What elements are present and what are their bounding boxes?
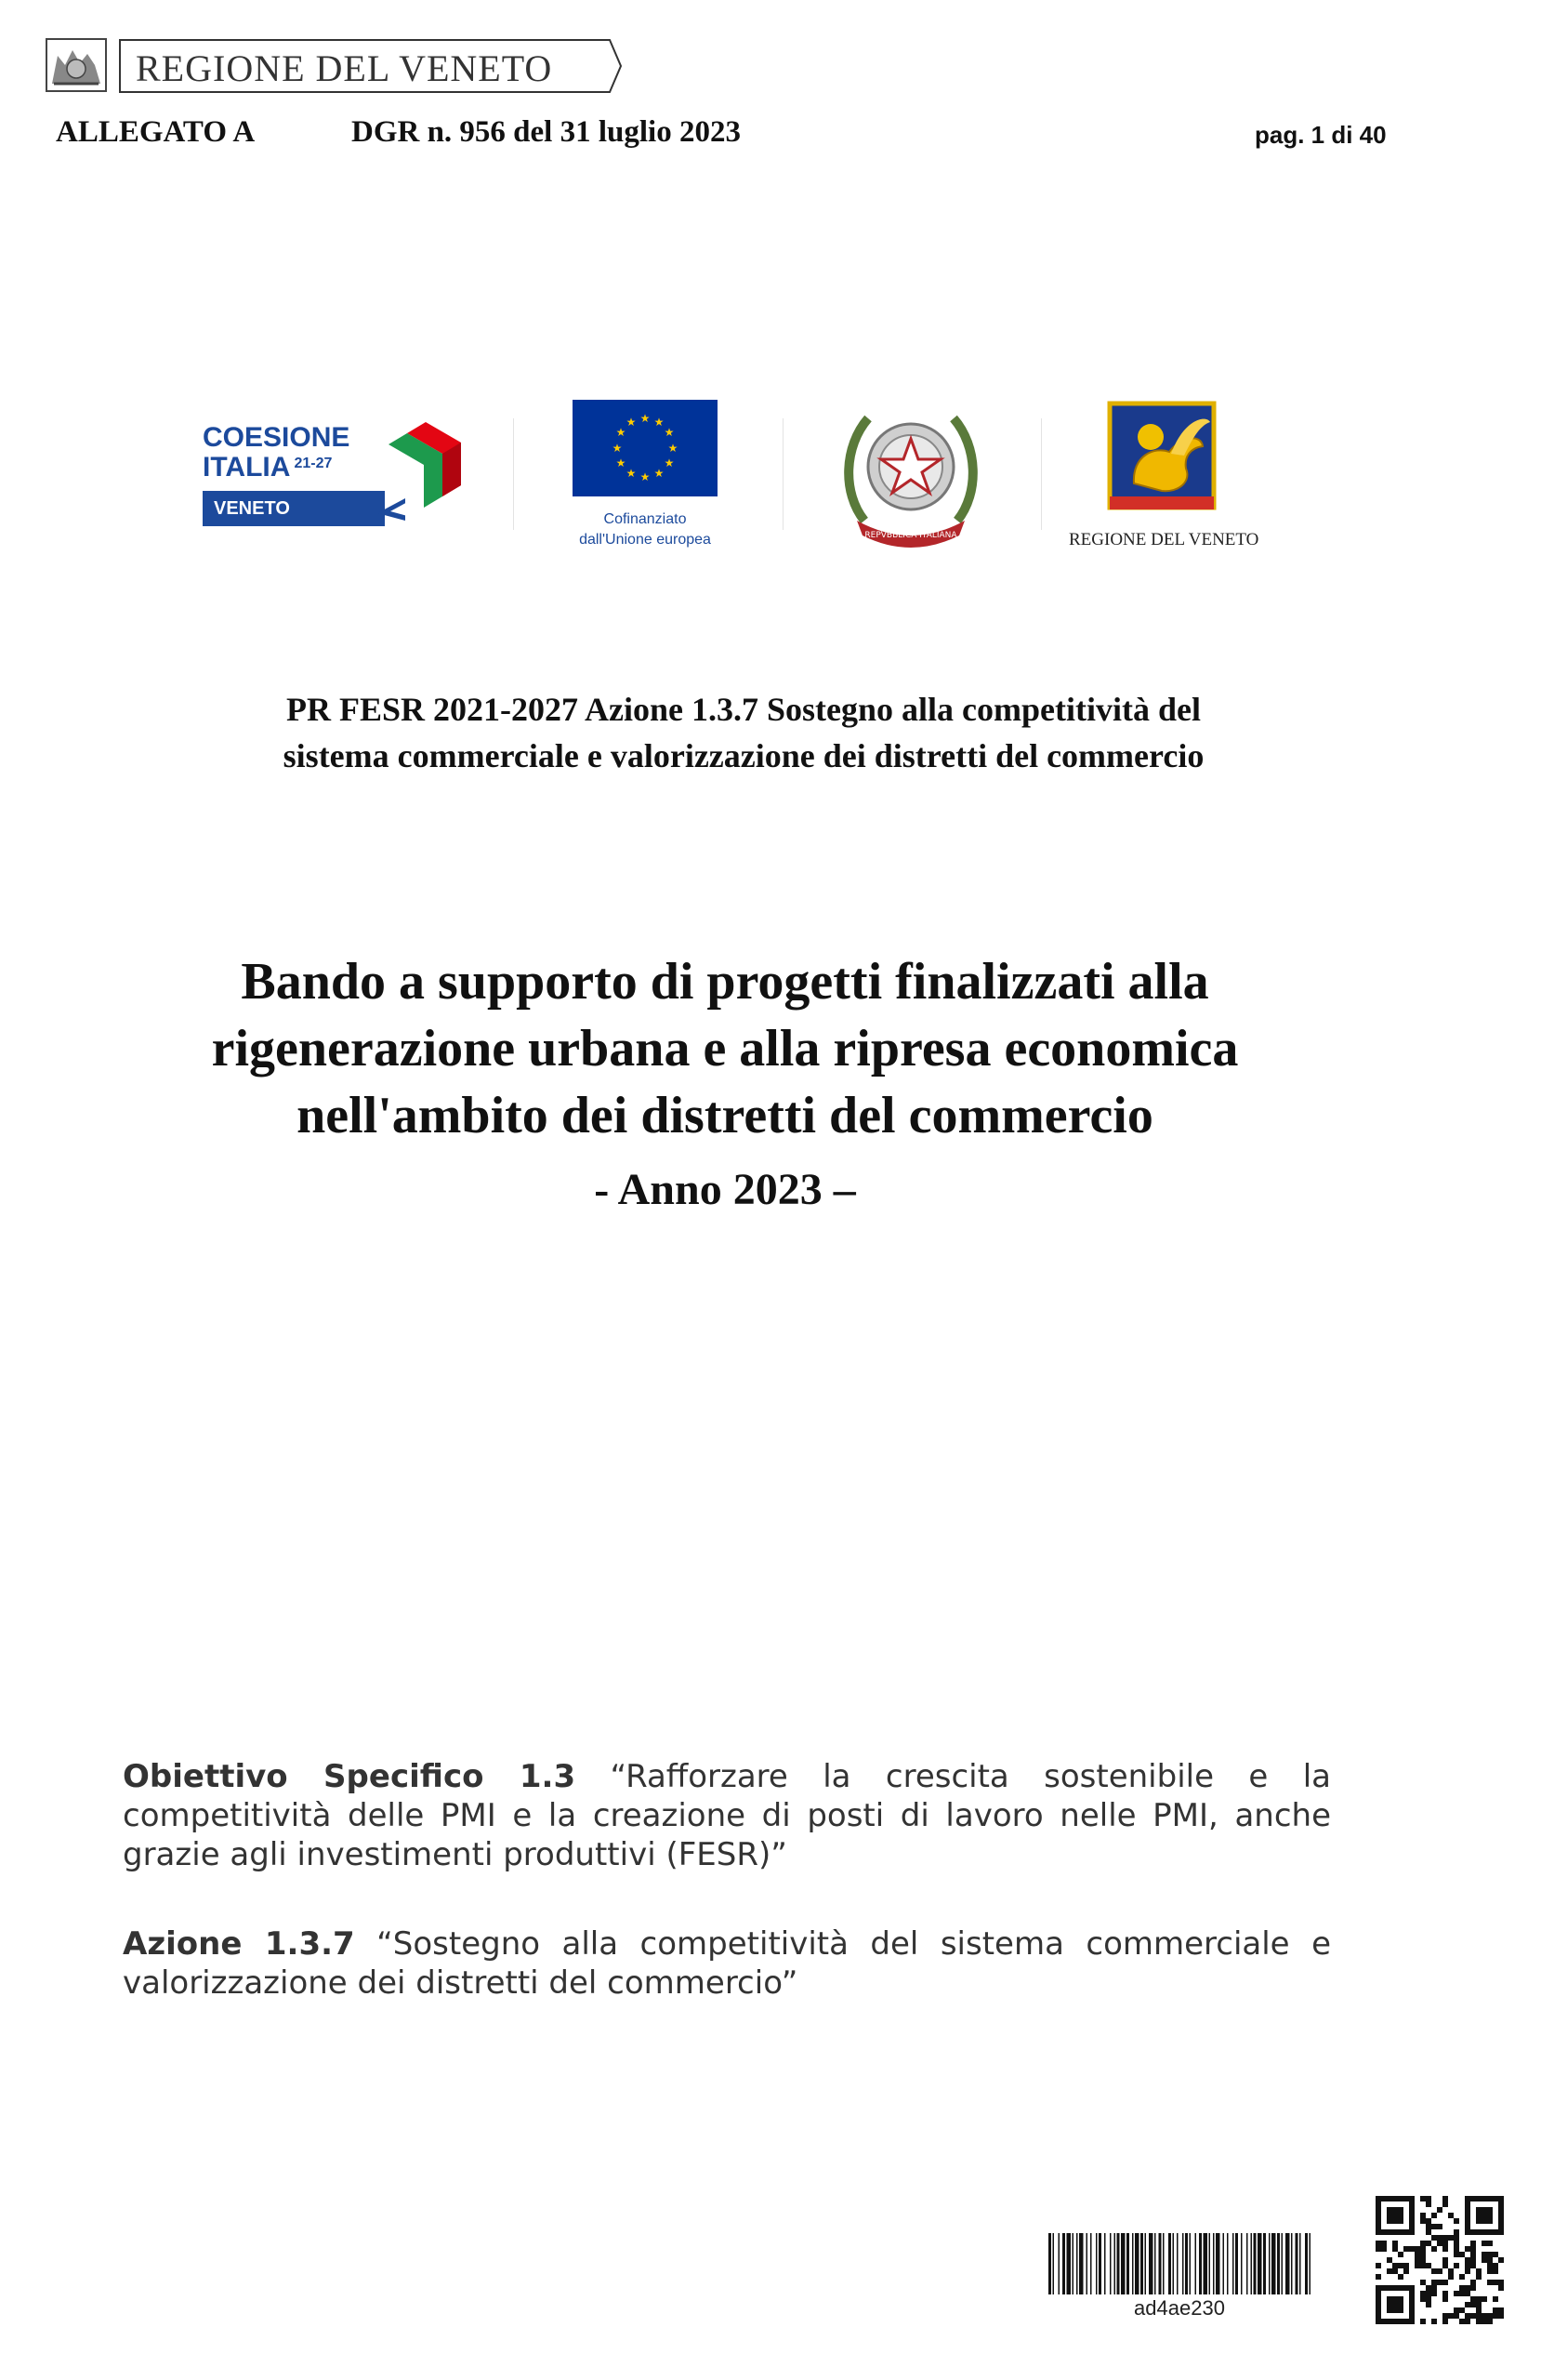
barcode-bar — [1140, 2233, 1143, 2294]
barcode-bar — [1190, 2233, 1192, 2294]
qr-module — [1426, 2224, 1431, 2229]
barcode-bar — [1195, 2233, 1197, 2294]
barcode-bar — [1090, 2233, 1092, 2294]
qr-finder-center — [1387, 2296, 1403, 2313]
barcode-bar — [1059, 2233, 1060, 2294]
qr-module — [1392, 2268, 1398, 2274]
barcode-bar — [1173, 2233, 1175, 2294]
barcode-bar — [1114, 2233, 1116, 2294]
qr-module — [1487, 2280, 1493, 2285]
qr-module — [1392, 2263, 1398, 2268]
barcode-bar — [1145, 2233, 1147, 2294]
regione-veneto-logo — [1069, 400, 1259, 558]
qr-module — [1448, 2268, 1454, 2274]
qr-module — [1431, 2246, 1437, 2252]
qr-module — [1465, 2313, 1470, 2319]
qr-module — [1431, 2268, 1437, 2274]
qr-module — [1465, 2246, 1470, 2252]
qr-module — [1476, 2313, 1482, 2319]
funding-logos — [0, 390, 1541, 576]
qr-module — [1403, 2246, 1409, 2252]
barcode-text: ad4ae230 — [1134, 2296, 1225, 2320]
qr-module — [1459, 2274, 1465, 2280]
qr-module — [1465, 2302, 1470, 2307]
qr-module — [1498, 2313, 1504, 2319]
qr-module — [1398, 2263, 1403, 2268]
qr-module — [1454, 2241, 1459, 2246]
veneto-caption: REGIONE DEL VENETO — [1069, 530, 1259, 549]
barcode-bar — [1291, 2233, 1293, 2294]
qr-module — [1448, 2213, 1454, 2218]
qr-module — [1420, 2252, 1426, 2257]
barcode-bar — [1132, 2233, 1134, 2294]
qr-module — [1420, 2263, 1426, 2268]
qr-module — [1392, 2241, 1398, 2246]
svg-text:★: ★ — [626, 416, 637, 429]
logo-divider — [1041, 418, 1042, 530]
barcode-bar — [1277, 2233, 1280, 2294]
barcode-bar — [1213, 2233, 1215, 2294]
italian-republic-emblem — [836, 390, 985, 558]
document-title-line1: Bando a supporto di progetti finalizzati alla — [241, 953, 1209, 1011]
qr-module — [1448, 2235, 1454, 2241]
qr-module — [1420, 2291, 1426, 2296]
qr-module — [1437, 2224, 1442, 2229]
eu-cofinanced-logo — [571, 400, 719, 558]
svg-text:★: ★ — [653, 416, 665, 429]
qr-module — [1459, 2252, 1465, 2257]
qr-module — [1442, 2296, 1448, 2302]
qr-module — [1420, 2213, 1426, 2218]
veneto-lion-icon — [1106, 400, 1218, 522]
qr-module — [1431, 2280, 1437, 2285]
qr-module — [1426, 2285, 1431, 2291]
barcode-bar — [1182, 2233, 1184, 2294]
barcode-bar — [1282, 2233, 1284, 2294]
qr-module — [1392, 2246, 1398, 2252]
qr-module — [1442, 2235, 1448, 2241]
barcode-bar — [1154, 2233, 1156, 2294]
barcode-bar — [1067, 2233, 1072, 2294]
qr-module — [1487, 2268, 1493, 2274]
program-heading — [93, 686, 1394, 779]
qr-module — [1431, 2213, 1437, 2218]
barcode-bar — [1163, 2233, 1165, 2294]
qr-module — [1482, 2241, 1487, 2246]
qr-module — [1381, 2241, 1387, 2246]
eu-caption-line1: Cofinanziato — [603, 511, 687, 527]
qr-module — [1470, 2263, 1476, 2268]
coesione-years: 21-27 — [294, 456, 333, 471]
qr-module — [1493, 2296, 1498, 2302]
qr-code — [1376, 2196, 1504, 2324]
qr-module — [1420, 2241, 1426, 2246]
barcode-bar — [1232, 2233, 1234, 2294]
barcode-bar — [1126, 2233, 1129, 2294]
barcode-bar — [1121, 2233, 1126, 2294]
qr-module — [1487, 2257, 1493, 2263]
qr-module — [1482, 2296, 1487, 2302]
barcode-bar — [1227, 2233, 1229, 2294]
qr-module — [1442, 2241, 1448, 2246]
qr-module — [1448, 2274, 1454, 2280]
qr-module — [1387, 2268, 1392, 2274]
barcode-bar — [1199, 2233, 1202, 2294]
qr-module — [1476, 2307, 1482, 2313]
svg-text:★: ★ — [612, 442, 623, 455]
barcode-bar — [1110, 2233, 1112, 2294]
barcode-bar — [1251, 2233, 1253, 2294]
qr-module — [1476, 2302, 1482, 2307]
qr-module — [1465, 2319, 1470, 2324]
barcode-bar — [1254, 2233, 1257, 2294]
coesione-arrows-icon — [340, 420, 470, 532]
barcode-bar — [1269, 2233, 1271, 2294]
qr-module — [1426, 2229, 1431, 2235]
objective-label: Obiettivo Specifico 1.3 — [123, 1758, 576, 1795]
qr-module — [1442, 2202, 1448, 2207]
qr-module — [1454, 2263, 1459, 2268]
qr-module — [1454, 2252, 1459, 2257]
barcode-bar — [1209, 2233, 1211, 2294]
qr-module — [1493, 2313, 1498, 2319]
action-paragraph — [123, 1924, 1331, 2003]
logo-divider — [513, 418, 514, 530]
barcode-bar — [1062, 2233, 1065, 2294]
qr-module — [1470, 2313, 1476, 2319]
qr-module — [1437, 2241, 1442, 2246]
qr-module — [1487, 2252, 1493, 2257]
document-title-line2: rigenerazione urbana e alla ripresa economica — [211, 1020, 1239, 1078]
qr-module — [1493, 2280, 1498, 2285]
barcode-bar — [1216, 2233, 1220, 2294]
qr-module — [1415, 2246, 1420, 2252]
barcode-bar — [1305, 2233, 1308, 2294]
svg-text:★: ★ — [639, 470, 651, 483]
qr-finder-center — [1387, 2207, 1403, 2224]
svg-text:★: ★ — [639, 412, 651, 425]
barcode-bar — [1168, 2233, 1171, 2294]
qr-module — [1498, 2280, 1504, 2285]
barcode-bar — [1073, 2233, 1074, 2294]
logo-divider — [783, 418, 784, 530]
qr-module — [1442, 2196, 1448, 2202]
qr-module — [1442, 2291, 1448, 2296]
qr-module — [1426, 2202, 1431, 2207]
qr-module — [1465, 2268, 1470, 2274]
qr-module — [1426, 2302, 1431, 2307]
barcode-bar — [1087, 2233, 1088, 2294]
qr-module — [1448, 2313, 1454, 2319]
qr-module — [1454, 2291, 1459, 2296]
coesione-italia-logo — [201, 413, 461, 543]
objective-text: “Rafforzare la crescita sostenibile e la competitività delle PMI e la creazione di posti di lavoro nelle PMI, anche grazie agli investimenti produttivi (FESR)” — [123, 1758, 1331, 1873]
qr-module — [1493, 2263, 1498, 2268]
region-name-text: REGIONE DEL VENETO — [136, 47, 553, 89]
barcode-bar — [1246, 2233, 1248, 2294]
eu-stars-icon — [573, 400, 718, 496]
qr-module — [1493, 2252, 1498, 2257]
qr-module — [1442, 2263, 1448, 2268]
qr-module — [1459, 2307, 1465, 2313]
qr-module — [1498, 2307, 1504, 2313]
barcode-bar — [1053, 2233, 1055, 2294]
barcode-bar — [1117, 2233, 1120, 2294]
qr-module — [1454, 2229, 1459, 2235]
qr-module — [1459, 2285, 1465, 2291]
qr-module — [1442, 2246, 1448, 2252]
svg-text:★: ★ — [615, 426, 626, 439]
allegato-label: ALLEGATO A — [56, 115, 256, 149]
barcode-bar — [1159, 2233, 1162, 2294]
qr-module — [1454, 2218, 1459, 2224]
qr-module — [1487, 2241, 1493, 2246]
qr-module — [1426, 2263, 1431, 2268]
barcode-bar — [1296, 2233, 1298, 2294]
eu-caption-line2: dall'Unione europea — [579, 532, 711, 548]
barcode-bar — [1310, 2233, 1311, 2294]
barcode-bar — [1258, 2233, 1262, 2294]
barcode-bar — [1271, 2233, 1276, 2294]
document-title — [56, 948, 1394, 1149]
qr-module — [1442, 2319, 1448, 2324]
qr-module — [1465, 2263, 1470, 2268]
qr-module — [1426, 2291, 1431, 2296]
barcode-bar — [1299, 2233, 1301, 2294]
coesione-line2 — [203, 452, 332, 483]
qr-module — [1454, 2235, 1459, 2241]
barcode-bar — [1048, 2233, 1051, 2294]
coesione-line1: COESIONE — [203, 422, 350, 453]
qr-module — [1381, 2246, 1387, 2252]
qr-module — [1470, 2246, 1476, 2252]
republic-banner-text: REPVBBLICA ITALIANA — [864, 531, 957, 540]
qr-module — [1415, 2252, 1420, 2257]
qr-module — [1420, 2246, 1426, 2252]
qr-module — [1493, 2268, 1498, 2274]
document-year: - Anno 2023 – — [594, 1165, 856, 1214]
qr-module — [1387, 2257, 1392, 2263]
region-header-logo — [45, 35, 561, 97]
qr-module — [1420, 2319, 1426, 2324]
svg-text:★: ★ — [653, 467, 665, 480]
qr-module — [1476, 2268, 1482, 2274]
qr-module — [1476, 2274, 1482, 2280]
document-barcode — [1047, 2233, 1312, 2294]
qr-module — [1459, 2291, 1465, 2296]
qr-module — [1459, 2319, 1465, 2324]
republic-emblem-icon — [836, 390, 985, 558]
svg-text:★: ★ — [626, 467, 637, 480]
qr-module — [1426, 2241, 1431, 2246]
qr-module — [1442, 2313, 1448, 2319]
qr-module — [1376, 2246, 1381, 2252]
program-heading-line2: sistema commerciale e valorizzazione dei distretti del commercio — [283, 737, 1205, 774]
barcode-bar — [1241, 2233, 1243, 2294]
qr-module — [1442, 2257, 1448, 2263]
qr-module — [1482, 2257, 1487, 2263]
qr-module — [1498, 2257, 1504, 2263]
qr-module — [1431, 2319, 1437, 2324]
qr-module — [1498, 2285, 1504, 2291]
qr-module — [1437, 2235, 1442, 2241]
coesione-italia-text: ITALIA — [203, 452, 291, 483]
eu-flag — [573, 400, 718, 496]
qr-module — [1482, 2313, 1487, 2319]
barcode-bar — [1223, 2233, 1225, 2294]
qr-module — [1465, 2257, 1470, 2263]
barcode-bar — [1185, 2233, 1188, 2294]
coesione-region-text: VENETO — [214, 498, 290, 519]
qr-module — [1454, 2246, 1459, 2252]
barcode-bar — [1099, 2233, 1101, 2294]
program-heading-line1: PR FESR 2021-2027 Azione 1.3.7 Sostegno alla competitività del — [286, 691, 1201, 728]
qr-module — [1426, 2196, 1431, 2202]
qr-module — [1403, 2268, 1409, 2274]
qr-module — [1409, 2246, 1415, 2252]
qr-module — [1487, 2319, 1493, 2324]
objective-paragraph — [123, 1757, 1331, 1874]
qr-module — [1376, 2274, 1381, 2280]
qr-module — [1442, 2280, 1448, 2285]
qr-module — [1470, 2285, 1476, 2291]
qr-module — [1470, 2302, 1476, 2307]
qr-module — [1487, 2313, 1493, 2319]
dgr-reference: DGR n. 956 del 31 luglio 2023 — [351, 115, 741, 149]
qr-module — [1431, 2285, 1437, 2291]
qr-module — [1470, 2252, 1476, 2257]
qr-module — [1376, 2241, 1381, 2246]
document-title-line3: nell'ambito dei distretti del commercio — [296, 1087, 1153, 1144]
qr-module — [1465, 2291, 1470, 2296]
qr-module — [1420, 2218, 1426, 2224]
barcode-bar — [1135, 2233, 1139, 2294]
svg-text:★: ★ — [615, 456, 626, 469]
barcode-bar — [1076, 2233, 1078, 2294]
barcode-bar — [1104, 2233, 1106, 2294]
qr-module — [1493, 2307, 1498, 2313]
qr-module — [1470, 2296, 1476, 2302]
qr-module — [1437, 2280, 1442, 2285]
qr-module — [1431, 2291, 1437, 2296]
qr-module — [1376, 2263, 1381, 2268]
barcode-bar — [1177, 2233, 1179, 2294]
qr-module — [1431, 2235, 1437, 2241]
qr-module — [1470, 2241, 1476, 2246]
barcode-bar — [1079, 2233, 1084, 2294]
qr-module — [1420, 2280, 1426, 2285]
qr-module — [1487, 2263, 1493, 2268]
region-emblem-icon — [45, 37, 108, 93]
qr-module — [1482, 2319, 1487, 2324]
qr-module — [1415, 2257, 1420, 2263]
qr-module — [1437, 2268, 1442, 2274]
qr-module — [1420, 2257, 1426, 2263]
barcode-bar — [1096, 2233, 1098, 2294]
svg-text:★: ★ — [667, 442, 678, 455]
barcode-bar — [1204, 2233, 1208, 2294]
qr-module — [1398, 2274, 1403, 2280]
barcode-bar — [1235, 2233, 1238, 2294]
qr-module — [1476, 2296, 1482, 2302]
qr-module — [1415, 2263, 1420, 2268]
qr-module — [1426, 2218, 1431, 2224]
qr-module — [1420, 2196, 1426, 2202]
qr-module — [1465, 2285, 1470, 2291]
qr-module — [1398, 2252, 1403, 2257]
page-number: pag. 1 di 40 — [1255, 121, 1387, 149]
qr-module — [1470, 2257, 1476, 2263]
qr-module — [1454, 2307, 1459, 2313]
qr-module — [1437, 2207, 1442, 2213]
header-box-edge — [600, 39, 623, 93]
qr-module — [1482, 2252, 1487, 2257]
qr-module — [1454, 2313, 1459, 2319]
svg-text:★: ★ — [664, 426, 675, 439]
barcode-bar — [1263, 2233, 1266, 2294]
qr-module — [1426, 2296, 1431, 2302]
svg-text:★: ★ — [664, 456, 675, 469]
qr-finder-center — [1476, 2207, 1493, 2224]
qr-module — [1470, 2280, 1476, 2285]
action-label: Azione 1.3.7 — [123, 1925, 355, 1963]
qr-module — [1403, 2263, 1409, 2268]
qr-module — [1431, 2224, 1437, 2229]
qr-module — [1476, 2319, 1482, 2324]
qr-module — [1420, 2296, 1426, 2302]
action-text: “Sostegno alla competitività del sistema commerciale e valorizzazione dei distretti del commercio” — [123, 1925, 1331, 2002]
barcode-bar — [1149, 2233, 1153, 2294]
barcode-bar — [1285, 2233, 1290, 2294]
